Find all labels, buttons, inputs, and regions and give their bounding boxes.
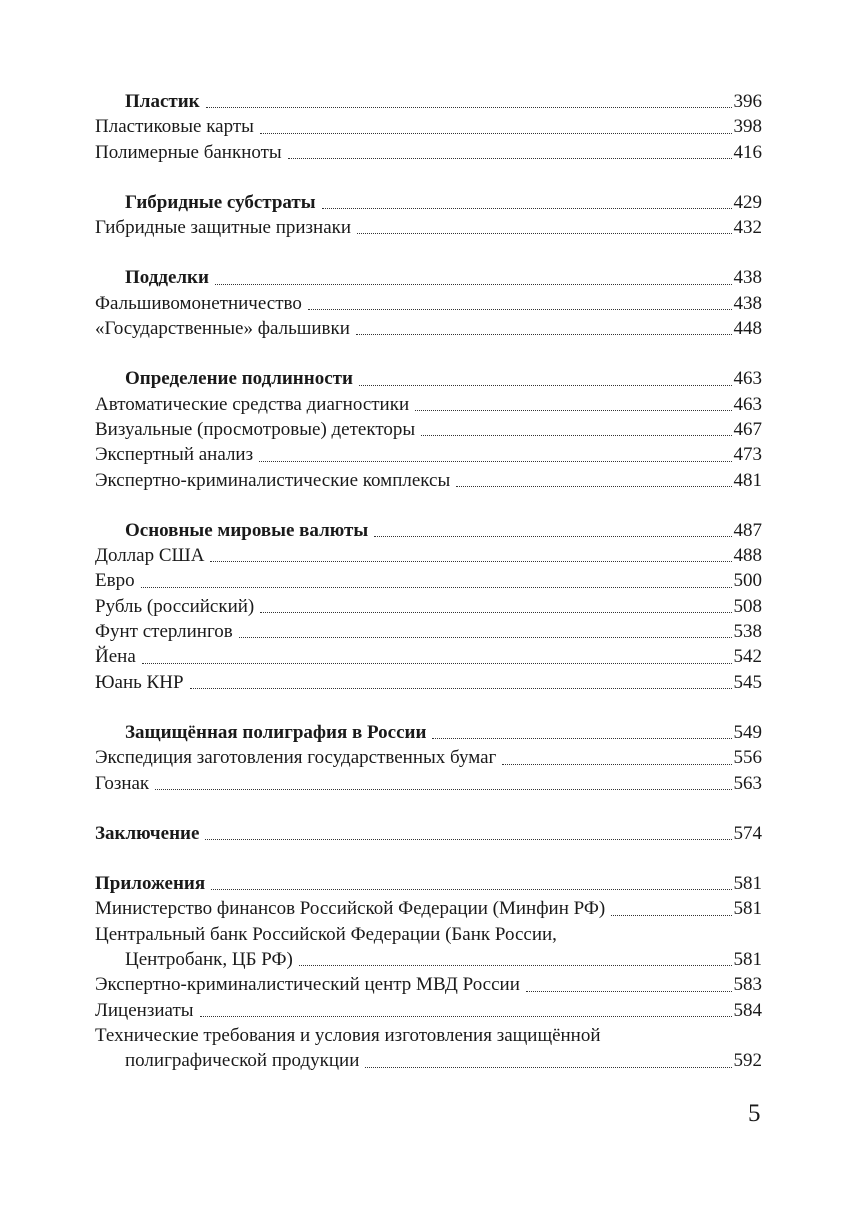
toc-page-number: 563: [733, 772, 762, 794]
toc-page-number: 488: [733, 545, 762, 567]
toc-entry[interactable]: [95, 392, 762, 417]
toc-label: Центробанк, ЦБ РФ): [125, 949, 293, 971]
toc-page-number: 538: [733, 621, 762, 643]
toc-page-number: 556: [733, 747, 762, 769]
toc-entry[interactable]: [95, 568, 762, 593]
dot-leader: [211, 888, 731, 890]
toc-page-number: 508: [733, 595, 762, 617]
table-of-contents: [95, 89, 762, 1074]
toc-entry-continuation[interactable]: [95, 1048, 762, 1073]
page-number: 5: [748, 1100, 761, 1127]
toc-page-number: 429: [733, 191, 762, 213]
toc-section-heading[interactable]: [95, 265, 762, 290]
dot-leader: [239, 636, 732, 638]
toc-label: Лицензиаты: [95, 999, 194, 1021]
dot-leader: [415, 409, 731, 411]
toc-label: Экспедиция заготовления государственных бумаг: [95, 747, 497, 769]
toc-section-heading[interactable]: [95, 720, 762, 745]
dot-leader: [155, 788, 731, 790]
toc-page-number: 542: [733, 646, 762, 668]
toc-label: Экспертный анализ: [95, 444, 254, 466]
toc-label: Йена: [95, 646, 136, 668]
toc-entry[interactable]: [95, 215, 762, 240]
toc-entry[interactable]: [95, 594, 762, 619]
toc-label: Министерство финансов Российской Федерации (Минфин РФ): [95, 898, 606, 920]
toc-page-number: 438: [733, 267, 762, 289]
toc-label: Фунт стерлингов: [95, 621, 233, 643]
toc-section-heading[interactable]: [95, 366, 762, 391]
toc-label: Определение подлинности: [125, 368, 353, 390]
toc-label: Защищённая полиграфия в России: [125, 721, 427, 743]
toc-label: Доллар США: [95, 545, 205, 567]
toc-page-number: 473: [733, 444, 762, 466]
dot-leader: [611, 914, 731, 916]
toc-entry-continuation[interactable]: [95, 947, 762, 972]
toc-page-number: 438: [733, 292, 762, 314]
toc-entry[interactable]: [95, 417, 762, 442]
dot-leader: [210, 560, 731, 562]
toc-label: «Государственные» фальшивки: [95, 318, 350, 340]
toc-entry[interactable]: [95, 644, 762, 669]
toc-page-number: 549: [733, 721, 762, 743]
dot-leader: [365, 1066, 731, 1068]
toc-label: Евро: [95, 570, 135, 592]
toc-page-number: 581: [733, 898, 762, 920]
dot-leader: [299, 964, 732, 966]
toc-label: Гознак: [95, 772, 150, 794]
toc-page-number: 396: [733, 91, 762, 112]
toc-label: Рубль (российский): [95, 595, 255, 617]
dot-leader: [308, 308, 732, 310]
dot-leader: [259, 460, 731, 462]
dot-leader: [190, 687, 732, 689]
dot-leader: [288, 157, 732, 159]
dot-leader: [260, 132, 732, 134]
toc-label: Основные мировые валюты: [125, 519, 369, 541]
toc-entry[interactable]: [95, 896, 762, 921]
toc-entry[interactable]: [95, 670, 762, 695]
toc-page-number: 487: [733, 519, 762, 541]
toc-section-heading[interactable]: [95, 89, 762, 114]
dot-leader: [421, 434, 731, 436]
toc-label: Приложения: [95, 873, 206, 895]
toc-entry-first-line[interactable]: Центральный банк Российской Федерации (Банк России,: [95, 923, 557, 945]
toc-label: полиграфической продукции: [125, 1050, 360, 1072]
toc-label: Подделки: [125, 267, 209, 289]
toc-page-number: 432: [733, 217, 762, 239]
toc-label: Юань КНР: [95, 671, 184, 693]
dot-leader: [260, 611, 731, 613]
toc-entry[interactable]: [95, 114, 762, 139]
toc-label: Автоматические средства диагностики: [95, 393, 410, 415]
toc-section-heading[interactable]: [95, 871, 762, 896]
toc-label: Пластиковые карты: [95, 116, 254, 138]
toc-label: Пластик: [125, 91, 200, 112]
toc-page-number: 463: [733, 368, 762, 390]
dot-leader: [200, 1015, 732, 1017]
dot-leader: [502, 763, 731, 765]
toc-section-heading[interactable]: [95, 821, 762, 846]
toc-entry-first-line[interactable]: Технические требования и условия изготовления защищённой: [95, 1024, 601, 1046]
toc-entry[interactable]: [95, 998, 762, 1023]
toc-page-number: 463: [733, 393, 762, 415]
toc-label: Гибридные защитные признаки: [95, 217, 352, 239]
toc-page-number: 545: [733, 671, 762, 693]
toc-label: Фальшивомонетничество: [95, 292, 302, 314]
toc-page-number: 574: [733, 822, 762, 844]
toc-entry[interactable]: [95, 619, 762, 644]
dot-leader: [432, 737, 731, 739]
toc-label: Экспертно-криминалистические комплексы: [95, 469, 451, 491]
dot-leader: [456, 485, 731, 487]
toc-page-number: 584: [733, 999, 762, 1021]
toc-label: Заключение: [95, 822, 200, 844]
dot-leader: [142, 662, 732, 664]
toc-entry[interactable]: [95, 972, 762, 997]
dot-leader: [526, 990, 732, 992]
toc-label: Визуальные (просмотровые) детекторы: [95, 418, 416, 440]
toc-page-number: 448: [733, 318, 762, 340]
toc-page-number: 592: [733, 1050, 762, 1072]
toc-page-number: 481: [733, 469, 762, 491]
toc-entry[interactable]: [95, 745, 762, 770]
dot-leader: [215, 283, 732, 285]
toc-page-number: 416: [733, 141, 762, 163]
dot-leader: [359, 384, 732, 386]
toc-label: Экспертно-криминалистический центр МВД России: [95, 974, 520, 996]
toc-entry[interactable]: [95, 291, 762, 316]
toc-page-number: 583: [733, 974, 762, 996]
toc-entry[interactable]: [95, 468, 762, 493]
toc-page-number: 500: [733, 570, 762, 592]
dot-leader: [206, 106, 732, 108]
toc-entry[interactable]: [95, 140, 762, 165]
toc-page-number: 467: [733, 418, 762, 440]
toc-entry[interactable]: [95, 543, 762, 568]
dot-leader: [141, 586, 732, 588]
toc-page-number: 398: [733, 116, 762, 138]
toc-label: Гибридные субстраты: [125, 191, 316, 213]
dot-leader: [374, 535, 731, 537]
toc-entry[interactable]: [95, 442, 762, 467]
toc-page-number: 581: [733, 873, 762, 895]
toc-label: Полимерные банкноты: [95, 141, 282, 163]
dot-leader: [357, 232, 731, 234]
dot-leader: [356, 333, 732, 335]
dot-leader: [205, 838, 731, 840]
toc-section-heading[interactable]: [95, 518, 762, 543]
toc-section-heading[interactable]: [95, 190, 762, 215]
toc-page-number: 581: [733, 949, 762, 971]
dot-leader: [322, 207, 732, 209]
toc-entry[interactable]: [95, 771, 762, 796]
toc-entry[interactable]: [95, 316, 762, 341]
